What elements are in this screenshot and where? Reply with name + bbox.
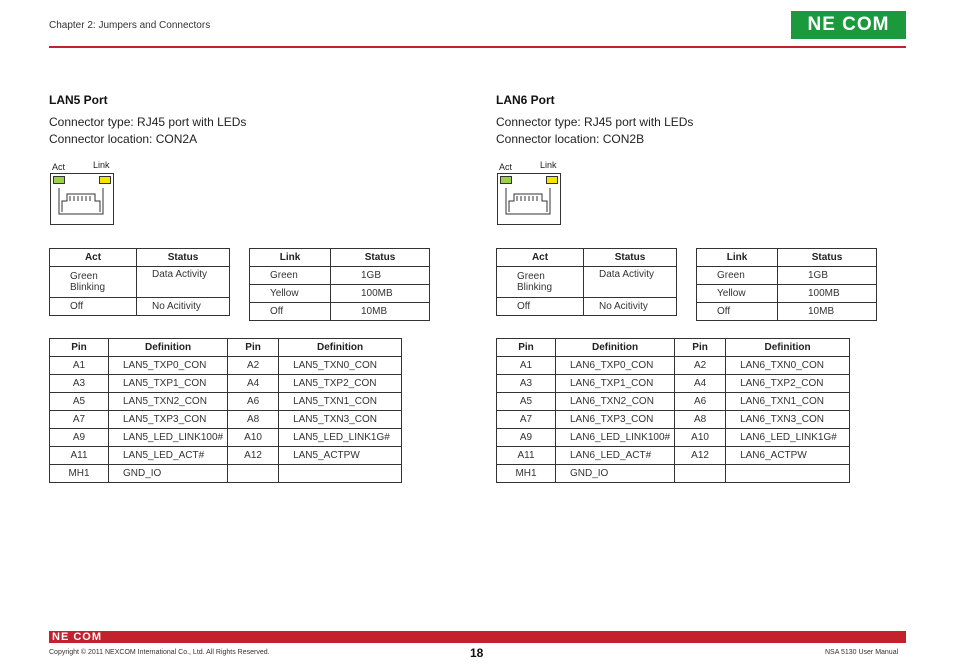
table-cell: MH1: [497, 465, 556, 483]
table-cell: [726, 465, 850, 483]
table-cell: A4: [675, 375, 726, 393]
lan6-link-label: Link: [540, 160, 557, 170]
copyright-text: Copyright © 2011 NEXCOM International Co., Ltd. All Rights Reserved.: [49, 649, 270, 656]
table-cell: A12: [675, 447, 726, 465]
table-cell: GND_IO: [109, 465, 228, 483]
table-cell: [228, 465, 279, 483]
table-cell: A9: [50, 429, 109, 447]
page-number: 18: [470, 646, 484, 660]
table-row: [50, 375, 402, 393]
table-cell: No Acitivity: [584, 298, 677, 316]
table-header: Status: [584, 249, 677, 267]
table-cell: 100MB: [331, 285, 430, 303]
table-cell: Green Blinking: [497, 267, 584, 298]
table-row: [497, 298, 677, 316]
table-cell: A8: [675, 411, 726, 429]
table-cell: No Acitivity: [137, 298, 230, 316]
table-row: [497, 375, 850, 393]
table-cell: LAN6_TXN2_CON: [556, 393, 675, 411]
footer-square-icon: [890, 638, 895, 643]
table-cell: Green: [250, 267, 331, 285]
table-cell: LAN5_LED_LINK1G#: [279, 429, 402, 447]
table-cell: 1GB: [778, 267, 877, 285]
lan6-connector-location: Connector location: CON2B: [496, 132, 645, 146]
table-row: [497, 267, 677, 298]
table-cell: LAN5_TXP0_CON: [109, 357, 228, 375]
table-cell: LAN6_TXP3_CON: [556, 411, 675, 429]
table-header: Pin: [50, 339, 109, 357]
table-cell: Off: [50, 298, 137, 316]
rj45-jack-icon: [51, 174, 113, 224]
table-cell: LAN5_TXP1_CON: [109, 375, 228, 393]
table-cell: A3: [497, 375, 556, 393]
footer-logo: NE COM: [52, 631, 102, 643]
table-cell: A5: [497, 393, 556, 411]
table-cell: LAN6_TXN0_CON: [726, 357, 850, 375]
table-header: Definition: [726, 339, 850, 357]
table-cell: LAN5_ACTPW: [279, 447, 402, 465]
lan6-title: LAN6 Port: [496, 93, 555, 107]
table-cell: Data Activity: [584, 267, 677, 298]
table-row: [50, 411, 402, 429]
table-header: Link: [697, 249, 778, 267]
table-cell: A9: [497, 429, 556, 447]
table-cell: LAN6_TXP2_CON: [726, 375, 850, 393]
table-header: Definition: [109, 339, 228, 357]
table-row: [697, 267, 877, 285]
manual-name: NSA 5130 User Manual: [825, 649, 899, 656]
table-cell: Green: [697, 267, 778, 285]
table-cell: A12: [228, 447, 279, 465]
table-cell: LAN5_TXP2_CON: [279, 375, 402, 393]
lan5-title: LAN5 Port: [49, 93, 108, 107]
table-row: [497, 357, 850, 375]
lan6-rj45-connector-diagram: [497, 173, 561, 225]
table-header: Pin: [228, 339, 279, 357]
table-cell: A7: [50, 411, 109, 429]
lan6-act-label: Act: [499, 162, 513, 172]
table-cell: A7: [497, 411, 556, 429]
table-row: [250, 285, 430, 303]
table-cell: A2: [675, 357, 726, 375]
table-row: [497, 411, 850, 429]
table-header: Link: [250, 249, 331, 267]
table-cell: [675, 465, 726, 483]
table-cell: A5: [50, 393, 109, 411]
table-cell: LAN6_LED_LINK100#: [556, 429, 675, 447]
table-row: [50, 357, 402, 375]
footer-square-icon: [890, 631, 895, 636]
table-header: Act: [50, 249, 137, 267]
table-header: Status: [778, 249, 877, 267]
lan5-act-label: Act: [52, 162, 66, 172]
table-row: [497, 447, 850, 465]
table-cell: A1: [50, 357, 109, 375]
table-cell: Off: [497, 298, 584, 316]
table-cell: Yellow: [697, 285, 778, 303]
lan5-rj45-connector-diagram: [50, 173, 114, 225]
table-cell: 1GB: [331, 267, 430, 285]
table-cell: LAN5_TXN0_CON: [279, 357, 402, 375]
table-cell: GND_IO: [556, 465, 675, 483]
lan5-act-status-table: [49, 248, 230, 316]
table-cell: LAN5_TXP3_CON: [109, 411, 228, 429]
table-cell: A4: [228, 375, 279, 393]
table-cell: LAN5_LED_ACT#: [109, 447, 228, 465]
table-cell: LAN5_TXN3_CON: [279, 411, 402, 429]
lan5-link-label: Link: [93, 160, 110, 170]
table-cell: Yellow: [250, 285, 331, 303]
table-row: [50, 465, 402, 483]
table-cell: 10MB: [778, 303, 877, 321]
table-cell: LAN5_TXN2_CON: [109, 393, 228, 411]
table-cell: LAN5_TXN1_CON: [279, 393, 402, 411]
table-cell: LAN6_LED_ACT#: [556, 447, 675, 465]
table-cell: 10MB: [331, 303, 430, 321]
table-row: [250, 303, 430, 321]
table-cell: LAN6_LED_LINK1G#: [726, 429, 850, 447]
table-cell: LAN6_TXN1_CON: [726, 393, 850, 411]
table-cell: LAN6_TXN3_CON: [726, 411, 850, 429]
footer-bar: [49, 631, 906, 643]
nexcom-logo: [791, 11, 906, 39]
table-cell: [279, 465, 402, 483]
table-row: [50, 298, 230, 316]
table-row: [50, 429, 402, 447]
lan6-link-status-table: [696, 248, 877, 321]
table-cell: Off: [250, 303, 331, 321]
footer-square-icon: [897, 638, 902, 643]
table-cell: Data Activity: [137, 267, 230, 298]
table-cell: Off: [697, 303, 778, 321]
chapter-title: Chapter 2: Jumpers and Connectors: [49, 20, 211, 31]
table-row: [50, 393, 402, 411]
table-cell: A8: [228, 411, 279, 429]
table-cell: A6: [675, 393, 726, 411]
table-header: Status: [331, 249, 430, 267]
table-row: [697, 303, 877, 321]
table-row: [50, 267, 230, 298]
table-cell: LAN6_TXP0_CON: [556, 357, 675, 375]
table-cell: A10: [675, 429, 726, 447]
table-cell: A11: [497, 447, 556, 465]
table-header: Pin: [497, 339, 556, 357]
table-cell: A11: [50, 447, 109, 465]
table-cell: A3: [50, 375, 109, 393]
table-cell: MH1: [50, 465, 109, 483]
table-cell: A2: [228, 357, 279, 375]
table-row: [497, 465, 850, 483]
table-header: Status: [137, 249, 230, 267]
table-header: Definition: [556, 339, 675, 357]
table-cell: 100MB: [778, 285, 877, 303]
lan5-pin-definition-table: [49, 338, 402, 483]
table-row: [50, 447, 402, 465]
lan5-connector-location: Connector location: CON2A: [49, 132, 198, 146]
table-row: [497, 393, 850, 411]
lan6-connector-type: Connector type: RJ45 port with LEDs: [496, 115, 694, 129]
lan5-link-status-table: [249, 248, 430, 321]
lan5-connector-type: Connector type: RJ45 port with LEDs: [49, 115, 247, 129]
table-cell: LAN6_ACTPW: [726, 447, 850, 465]
table-header: Definition: [279, 339, 402, 357]
table-cell: Green Blinking: [50, 267, 137, 298]
lan6-act-status-table: [496, 248, 677, 316]
rj45-jack-icon: [498, 174, 560, 224]
table-header: Act: [497, 249, 584, 267]
table-header: Pin: [675, 339, 726, 357]
table-row: [697, 285, 877, 303]
logo-text: NE COM: [807, 14, 890, 35]
header-divider: [49, 46, 906, 48]
table-row: [497, 429, 850, 447]
table-cell: A10: [228, 429, 279, 447]
table-cell: A1: [497, 357, 556, 375]
table-row: [250, 267, 430, 285]
table-cell: LAN6_TXP1_CON: [556, 375, 675, 393]
table-cell: A6: [228, 393, 279, 411]
table-cell: LAN5_LED_LINK100#: [109, 429, 228, 447]
lan6-pin-definition-table: [496, 338, 850, 483]
